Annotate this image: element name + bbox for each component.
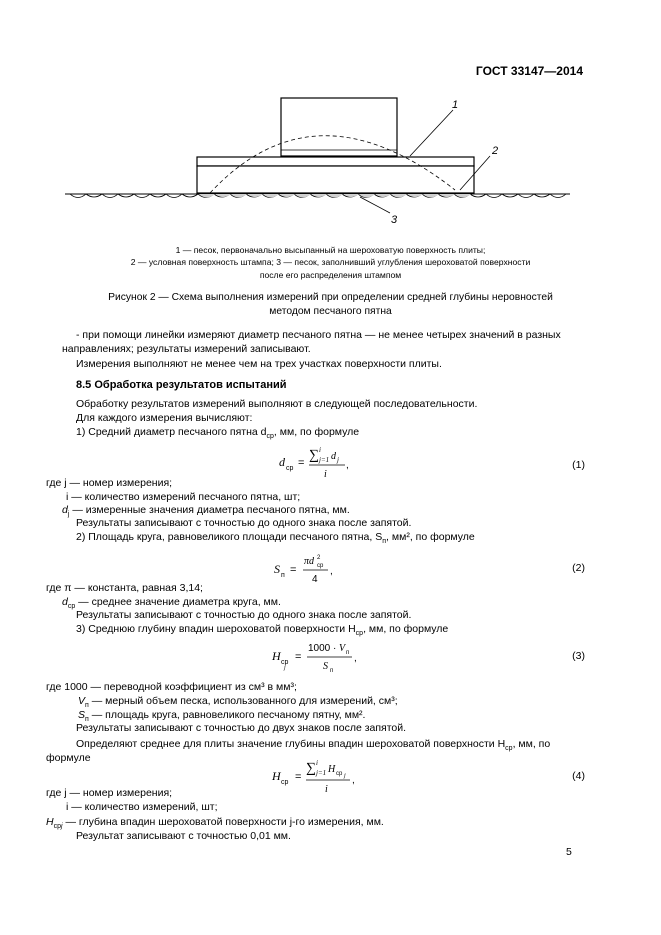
svg-text:S: S xyxy=(274,562,280,576)
equation-4 xyxy=(268,756,378,798)
paragraph-5a: Определяют среднее для плиты значение глубины впадин шероховатой поверхности $H_{ср}$, мм, по xyxy=(76,738,551,753)
item-3: 3) Среднюю глубину впадин шероховатой поверхности $H_{ср}$, мм, по формуле xyxy=(76,623,449,638)
stamp-base xyxy=(197,157,474,166)
svg-text:,: , xyxy=(354,653,357,664)
svg-text:1000 ·: 1000 · xyxy=(308,643,337,654)
item-1: 1) Средний диаметр песчаного пятна $d_{ср}$, мм, по формуле xyxy=(76,426,360,441)
svg-text:j: j xyxy=(337,456,339,464)
equation-3 xyxy=(268,638,378,678)
svg-text:,: , xyxy=(330,566,333,577)
svg-text:j=1: j=1 xyxy=(319,456,330,464)
result-4: Результат записывают с точностью 0,01 мм. xyxy=(76,830,291,842)
where-2b: $d_{ср}$ — среднее значение диаметра круга, мм. xyxy=(62,596,281,611)
svg-text:i: i xyxy=(319,446,321,454)
svg-text:=: = xyxy=(295,771,302,783)
svg-text:πd: πd xyxy=(304,556,315,567)
svg-text:H: H xyxy=(272,649,281,663)
paragraph-5b: формуле xyxy=(46,752,91,764)
page-number: 5 xyxy=(566,846,572,858)
svg-text:ср: ср xyxy=(317,563,324,569)
svg-text:п: п xyxy=(346,650,350,656)
paragraph-3: Обработку результатов измерений выполняют в следующей последовательности. xyxy=(76,398,478,410)
result-2: Результаты записывают с точностью до одного знака после запятой. xyxy=(76,609,412,621)
svg-text:4: 4 xyxy=(312,574,318,585)
svg-text:V: V xyxy=(339,643,346,654)
where-4b: i — количество измерений, шт; xyxy=(66,801,218,813)
section-title: 8.5 Обработка результатов испытаний xyxy=(76,379,287,391)
where-1c: $d_j$ — измеренные значения диаметра песчаного пятна, мм. xyxy=(62,504,350,519)
equation-2 xyxy=(270,549,380,589)
equation-1 xyxy=(265,443,385,485)
svg-text:=: = xyxy=(290,564,297,576)
figure-caption xyxy=(0,291,661,318)
svg-text:d: d xyxy=(279,455,285,469)
result-1: Результаты записывают с точностью до одного знака после запятой. xyxy=(76,517,412,529)
svg-text:j: j xyxy=(344,773,346,779)
equation-1-number: (1) xyxy=(572,459,585,471)
where-3c: $S_п$ — площадь круга, равновеликого песчаному пятну, мм². xyxy=(78,709,366,724)
equation-2-number: (2) xyxy=(572,562,585,574)
svg-text:i: i xyxy=(316,759,318,767)
leader-3 xyxy=(360,197,390,213)
label-1: 1 xyxy=(452,99,459,111)
where-3a: где 1000 — переводной коэффициент из см³ в мм³; xyxy=(46,681,297,693)
figure-sand-patch-diagram xyxy=(60,90,580,235)
svg-text:H: H xyxy=(328,764,336,775)
leader-1 xyxy=(410,110,453,156)
caption-line-2: методом песчаного пятна xyxy=(269,305,392,317)
svg-text:d: d xyxy=(331,451,336,462)
svg-text:∑: ∑ xyxy=(309,448,319,463)
svg-text:H: H xyxy=(272,769,281,783)
label-3: 3 xyxy=(391,214,398,226)
where-3b: $V_п$ — мерный объем песка, использованного для измерений, см³; xyxy=(78,695,398,710)
svg-text:ср: ср xyxy=(281,659,289,666)
svg-text:ср: ср xyxy=(281,779,289,786)
label-2: 2 xyxy=(492,145,499,157)
caption-line-1: Рисунок 2 — Схема выполнения измерений при определении средней глубины неровностей xyxy=(108,292,553,303)
svg-text:,: , xyxy=(352,775,355,786)
equation-3-number: (3) xyxy=(572,650,585,662)
where-2a: где π — константа, равная 3,14; xyxy=(46,582,203,594)
legend-line-1: 1 — песок, первоначально высыпанный на шероховатую поверхность плиты; xyxy=(175,245,486,255)
where-1a: где j — номер измерения; xyxy=(46,477,173,489)
svg-text:,: , xyxy=(346,460,349,471)
svg-text:=: = xyxy=(295,651,302,663)
equation-4-number: (4) xyxy=(572,770,585,782)
svg-text:2: 2 xyxy=(317,555,321,561)
where-4c: $H_{срj}$ — глубина впадин шероховатой поверхности j-го измерения, мм. xyxy=(46,816,384,831)
svg-text:j=1: j=1 xyxy=(316,769,327,777)
item-2: 2) Площадь круга, равновеликого площади песчаного пятна, $S_п$, мм², по формуле xyxy=(76,531,475,546)
svg-text:п: п xyxy=(281,572,285,579)
svg-text:п: п xyxy=(330,668,334,674)
result-3: Результаты записывают с точностью до двух знаков после запятой. xyxy=(76,722,407,734)
svg-text:j: j xyxy=(284,665,286,671)
paragraph-1b: направлениях; результаты измерений записывают. xyxy=(62,343,311,355)
figure-legend xyxy=(0,244,661,281)
svg-text:ср: ср xyxy=(336,771,343,777)
standard-number: ГОСТ 33147—2014 xyxy=(475,64,583,78)
where-1b: i — количество измерений песчаного пятна, шт; xyxy=(66,491,301,503)
legend-line-3: после его распределения штампом xyxy=(259,269,402,280)
legend-line-2: 2 — условная поверхность штампа; 3 — песок, заполнивший углубления шероховатой поверхности xyxy=(130,257,531,268)
svg-text:∑: ∑ xyxy=(306,761,316,776)
paragraph-2: Измерения выполняют не менее чем на трех участках поверхности плиты. xyxy=(76,358,442,370)
stamp-handle xyxy=(281,98,397,156)
svg-text:ср: ср xyxy=(286,465,294,472)
svg-text:S: S xyxy=(323,661,328,672)
filled-sand xyxy=(199,194,471,198)
where-4a: где j — номер измерения; xyxy=(46,787,173,799)
paragraph-1a: - при помощи линейки измеряют диаметр песчаного пятна — не менее четырех значений в разных xyxy=(76,329,561,341)
svg-text:=: = xyxy=(298,457,305,469)
paragraph-4: Для каждого измерения вычисляют: xyxy=(76,412,253,424)
svg-text:i: i xyxy=(324,469,327,480)
svg-text:i: i xyxy=(325,784,328,795)
